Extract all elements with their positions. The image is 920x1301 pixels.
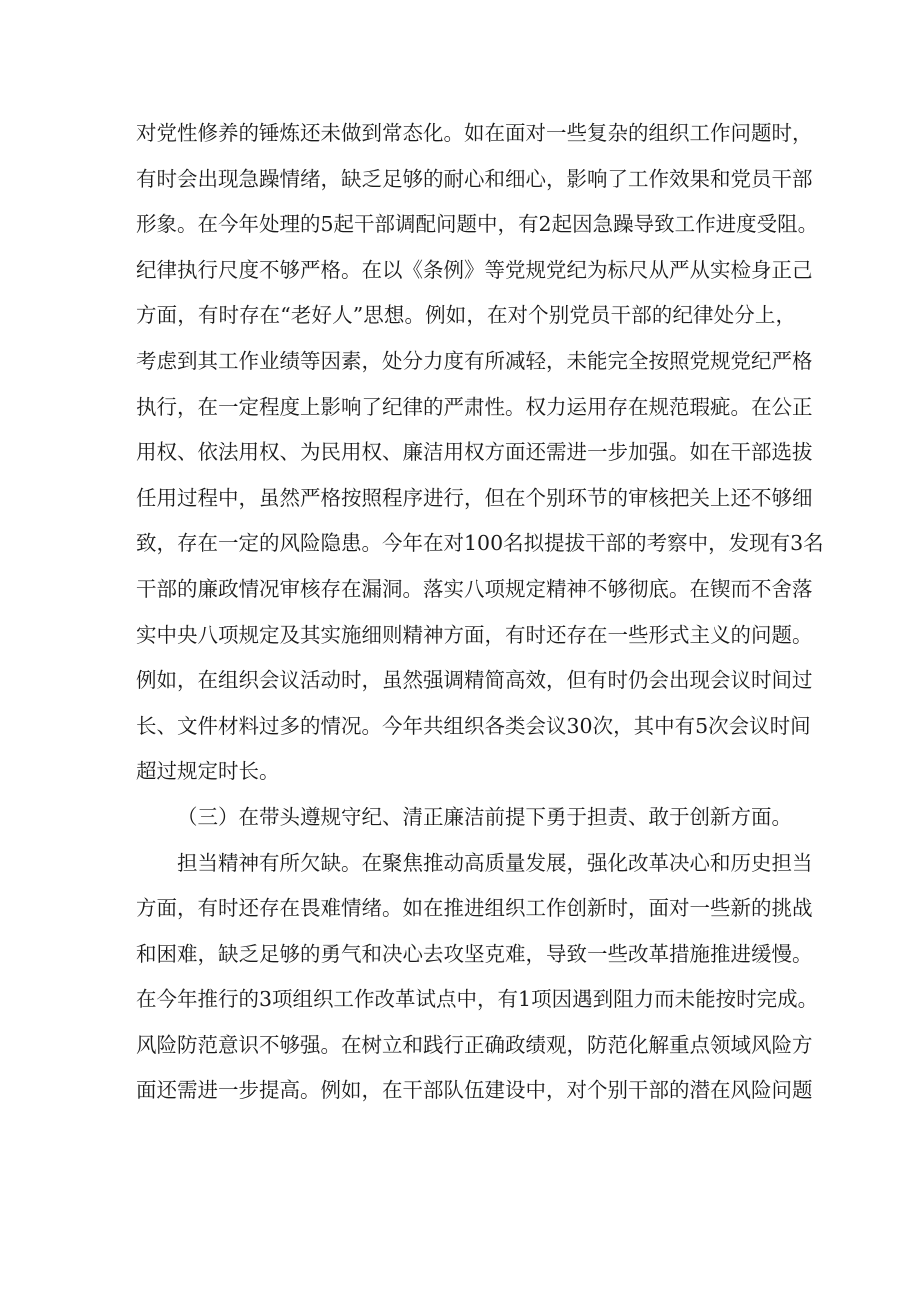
text-line: 用权、依法用权、为民用权、廉洁用权方面还需进一步加强。如在干部选拔 <box>136 440 813 465</box>
text-line: 担当精神有所欠缺。在聚焦推动高质量发展，强化改革决心和历史担当 <box>177 850 813 875</box>
text-line: 超过规定时长。 <box>136 759 280 784</box>
text-line: 对党性修养的锤炼还未做到常态化。如在面对一些复杂的组织工作问题时， <box>136 121 813 145</box>
text-line: 例如，在组织会议活动时，虽然强调精简高效，但有时仍会出现会议时间过 <box>136 668 813 693</box>
text-line: 实中央八项规定及其实施细则精神方面，有时还存在一些形式主义的问题。 <box>136 622 813 647</box>
text-line: 形象。在今年处理的5起干部调配问题中，有2起因急躁导致工作进度受阻。 <box>136 212 819 237</box>
text-line: 任用过程中，虽然严格按照程序进行，但在个别环节的审核把关上还不够细 <box>136 485 813 510</box>
text-line: 方面，有时还存在畏难情绪。如在推进组织工作创新时，面对一些新的挑战 <box>136 896 813 921</box>
text-line: 和困难，缺乏足够的勇气和决心去攻坚克难，导致一些改革措施推进缓慢。 <box>136 941 813 966</box>
text-line: 考虑到其工作业绩等因素，处分力度有所减轻，未能完全按照党规党纪严格 <box>136 348 813 373</box>
text-line: 执行，在一定程度上影响了纪律的严肃性。权力运用存在规范瑕疵。在公正 <box>136 394 813 419</box>
document-body <box>136 111 824 1114</box>
text-line: 长、文件材料过多的情况。今年共组织各类会议30次，其中有5次会议时间 <box>136 713 811 738</box>
text-line: 纪律执行尺度不够严格。在以《条例》等党规党纪为标尺从严从实检身正己 <box>136 257 813 282</box>
text-line: 干部的廉政情况审核存在漏洞。落实八项规定精神不够彻底。在锲而不舍落 <box>136 576 813 601</box>
text-line: 在今年推行的3项组织工作改革试点中，有1项因遇到阻力而未能按时完成。 <box>136 987 819 1012</box>
text-line: 面还需进一步提高。例如，在干部队伍建设中，对个别干部的潜在风险问题 <box>136 1078 813 1103</box>
text-line: 致，存在一定的风险隐患。今年在对100名拟提拔干部的考察中，发现有3名 <box>136 531 824 556</box>
text-line: 有时会出现急躁情绪，缺乏足够的耐心和细心，影响了工作效果和党员干部 <box>136 166 813 191</box>
text-line: 方面，有时存在“老好人”思想。例如，在对个别党员干部的纪律处分上， <box>136 303 796 328</box>
section-heading: （三）在带头遵规守纪、清正廉洁前提下勇于担责、敢于创新方面。 <box>177 804 792 829</box>
text-line: 风险防范意识不够强。在树立和践行正确政绩观，防范化解重点领域风险方 <box>136 1032 813 1057</box>
